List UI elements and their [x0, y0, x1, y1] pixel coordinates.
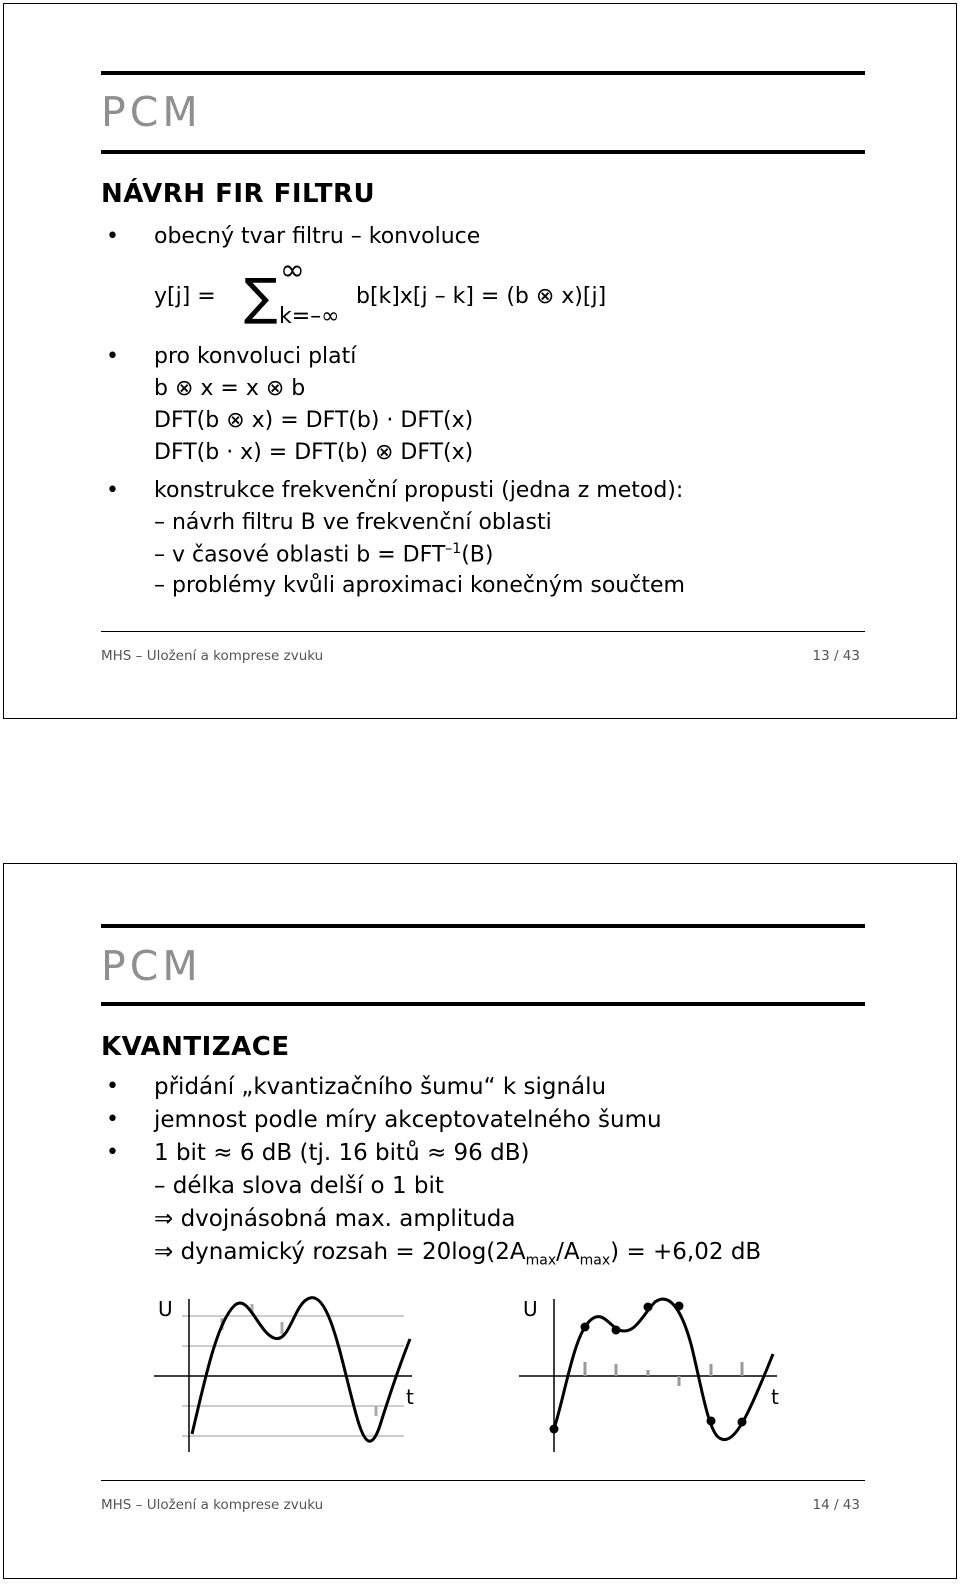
footer-rule	[101, 1480, 865, 1481]
bullet-dot: •	[106, 1074, 119, 1099]
implication-text: ⇒ dynamický rozsah = 20log(2A	[154, 1239, 526, 1265]
page-number: 13 / 43	[812, 648, 860, 664]
bullet-quantization-noise: přidání „kvantizačního šumu“ k signálu	[154, 1074, 607, 1100]
subscript: max	[579, 1252, 611, 1269]
subscript: max	[525, 1252, 557, 1269]
slide-title: PCM	[101, 88, 202, 136]
sample-point	[581, 1323, 590, 1332]
sample-point	[738, 1418, 747, 1427]
section-heading: KVANTIZACE	[101, 1032, 290, 1062]
sub-item	[154, 541, 493, 567]
formula-upper-limit: ∞	[280, 253, 305, 288]
sub-item-text: – v časové oblasti b = DFT	[154, 542, 446, 568]
title-rule-bottom	[101, 150, 865, 154]
signal-curve	[192, 1298, 410, 1442]
sample-point	[550, 1425, 559, 1434]
footer-text: MHS – Uložení a komprese zvuku	[101, 648, 324, 664]
bullet-convolution-properties: pro konvoluci platí	[154, 344, 357, 369]
x-axis-label: t	[406, 1385, 414, 1409]
formula-rhs: b[k]x[j – k] = (b ⊗ x)[j]	[356, 284, 607, 309]
property-line: DFT(b ⊗ x) = DFT(b) · DFT(x)	[154, 408, 474, 433]
bullet-resolution: jemnost podle míry akceptovatelného šumu	[154, 1107, 662, 1133]
section-heading: NÁVRH FIR FILTRU	[101, 179, 376, 209]
sub-item: – problémy kvůli aproximaci konečným součtem	[154, 573, 685, 598]
slide-14	[3, 863, 957, 1579]
footer-rule	[101, 631, 865, 632]
sample-point	[644, 1303, 653, 1312]
bullet-dot: •	[106, 344, 119, 369]
title-rule-top	[101, 924, 865, 928]
bullet-convolution: obecný tvar filtru – konvoluce	[154, 224, 481, 249]
bullet-dot: •	[106, 1140, 119, 1165]
sample-point	[612, 1326, 621, 1335]
slide-13	[3, 3, 957, 719]
implication-text: /A	[556, 1239, 580, 1265]
sample-ticks	[585, 1362, 742, 1386]
implication-item: ⇒ dvojnásobná max. amplituda	[154, 1206, 516, 1232]
title-rule-top	[101, 71, 865, 75]
bullet-dot: •	[106, 1107, 119, 1132]
sub-item: – návrh filtru B ve frekvenční oblasti	[154, 510, 552, 535]
bullet-dot: •	[106, 478, 119, 503]
page-number: 14 / 43	[812, 1497, 860, 1513]
sample-point	[675, 1302, 684, 1311]
bullet-dot: •	[106, 224, 119, 249]
footer-text: MHS – Uložení a komprese zvuku	[101, 1497, 324, 1513]
formula-sum-symbol: ∑	[244, 268, 278, 326]
sub-item: – délka slova delší o 1 bit	[154, 1173, 444, 1199]
formula-lhs: y[j] =	[154, 284, 216, 309]
slide-title: PCM	[101, 942, 202, 990]
property-line: DFT(b · x) = DFT(b) ⊗ DFT(x)	[154, 440, 474, 465]
sample-points	[550, 1302, 747, 1434]
bullet-filter-design: konstrukce frekvenční propusti (jedna z metod):	[154, 478, 684, 503]
property-line: b ⊗ x = x ⊗ b	[154, 376, 306, 401]
title-rule-bottom	[101, 1002, 865, 1006]
formula-lower-limit: k=–∞	[279, 304, 340, 329]
quantization-graph	[144, 1284, 424, 1454]
superscript: –1	[445, 541, 462, 557]
x-axis-label: t	[771, 1385, 779, 1409]
implication-item	[154, 1239, 761, 1269]
y-axis-label: U	[523, 1297, 538, 1321]
implication-text: ) = +6,02 dB	[610, 1239, 762, 1265]
bullet-bit-db: 1 bit ≈ 6 dB (tj. 16 bitů ≈ 96 dB)	[154, 1140, 530, 1166]
sampling-graph	[509, 1284, 789, 1454]
sub-item-text: (B)	[461, 542, 494, 568]
sample-point	[707, 1417, 716, 1426]
y-axis-label: U	[158, 1297, 173, 1321]
